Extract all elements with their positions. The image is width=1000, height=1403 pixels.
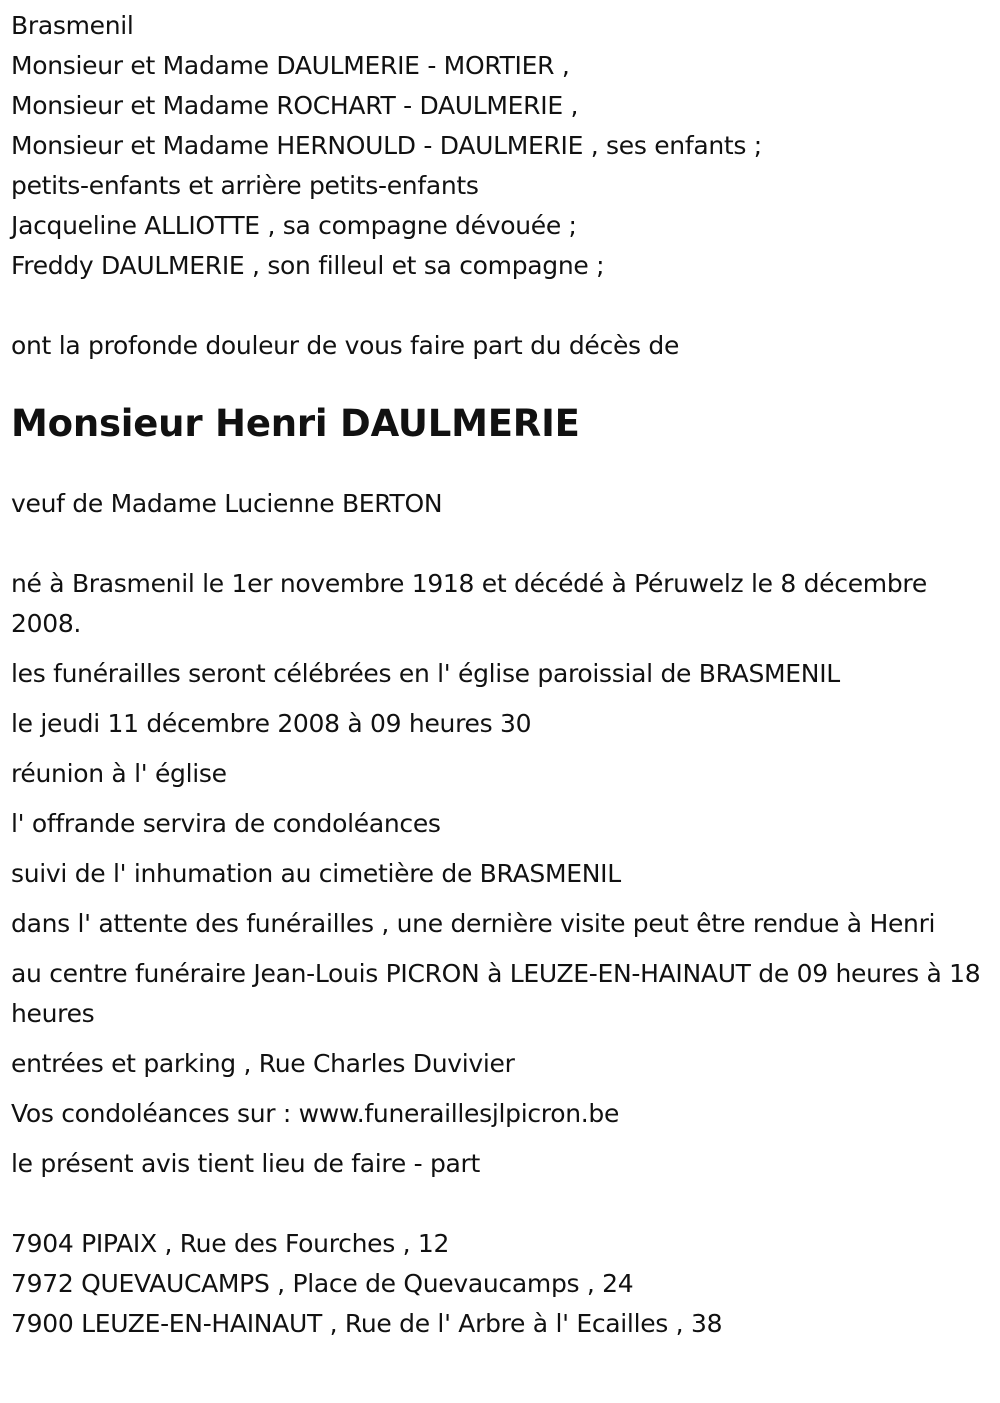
detail-meeting: réunion à l' église [11,759,227,788]
address-line: 7972 QUEVAUCAMPS , Place de Quevaucamps , 24 [11,1269,634,1298]
detail-funeral-date: le jeudi 11 décembre 2008 à 09 heures 30 [11,709,532,738]
family-line-6: Freddy DAULMERIE , son filleul et sa compagne ; [11,251,605,280]
detail-birth-death: né à Brasmenil le 1er novembre 1918 et décédé à Péruwelz le 8 décembre 2008. [11,569,927,638]
family-line-4: petits-enfants et arrière petits-enfants [11,171,479,200]
detail-offering: l' offrande servira de condoléances [11,809,441,838]
family-line-1: Monsieur et Madame DAULMERIE - MORTIER , [11,51,570,80]
spacer [11,448,991,484]
detail-parking: entrées et parking , Rue Charles Duvivier [11,1049,515,1078]
detail-condolences-website: Vos condoléances sur : www.funeraillesjlpicron.be [11,1099,620,1128]
family-line-2: Monsieur et Madame ROCHART - DAULMERIE , [11,91,579,120]
widower-of: veuf de Madame Lucienne BERTON [11,489,443,518]
detail-notice: le présent avis tient lieu de faire - part [11,1149,481,1178]
details-list [11,564,991,1184]
address-line: 7904 PIPAIX , Rue des Fourches , 12 [11,1229,450,1258]
spacer [11,366,991,400]
detail-funeral-center: au centre funéraire Jean-Louis PICRON à LEUZE-EN-HAINAUT de 09 heures à 18 heures [11,959,981,1028]
address-list [11,1224,991,1344]
spacer [11,1194,991,1224]
detail-funeral-church: les funérailles seront célébrées en l' église paroissial de BRASMENIL [11,659,840,688]
detail-burial: suivi de l' inhumation au cimetière de BRASMENIL [11,859,621,888]
address-line: 7900 LEUZE-EN-HAINAUT , Rue de l' Arbre à l' Ecailles , 38 [11,1309,723,1338]
family-line-3: Monsieur et Madame HERNOULD - DAULMERIE , ses enfants ; [11,131,762,160]
obituary-notice [11,6,991,1344]
spacer [11,524,991,564]
family-list [11,6,991,286]
deceased-name: Monsieur Henri DAULMERIE [11,402,580,445]
family-line-town: Brasmenil [11,11,134,40]
spacer [11,286,991,326]
announcement-text: ont la profonde douleur de vous faire part du décès de [11,331,680,360]
family-line-5: Jacqueline ALLIOTTE , sa compagne dévouée ; [11,211,577,240]
detail-last-visit: dans l' attente des funérailles , une dernière visite peut être rendue à Henri [11,909,936,938]
